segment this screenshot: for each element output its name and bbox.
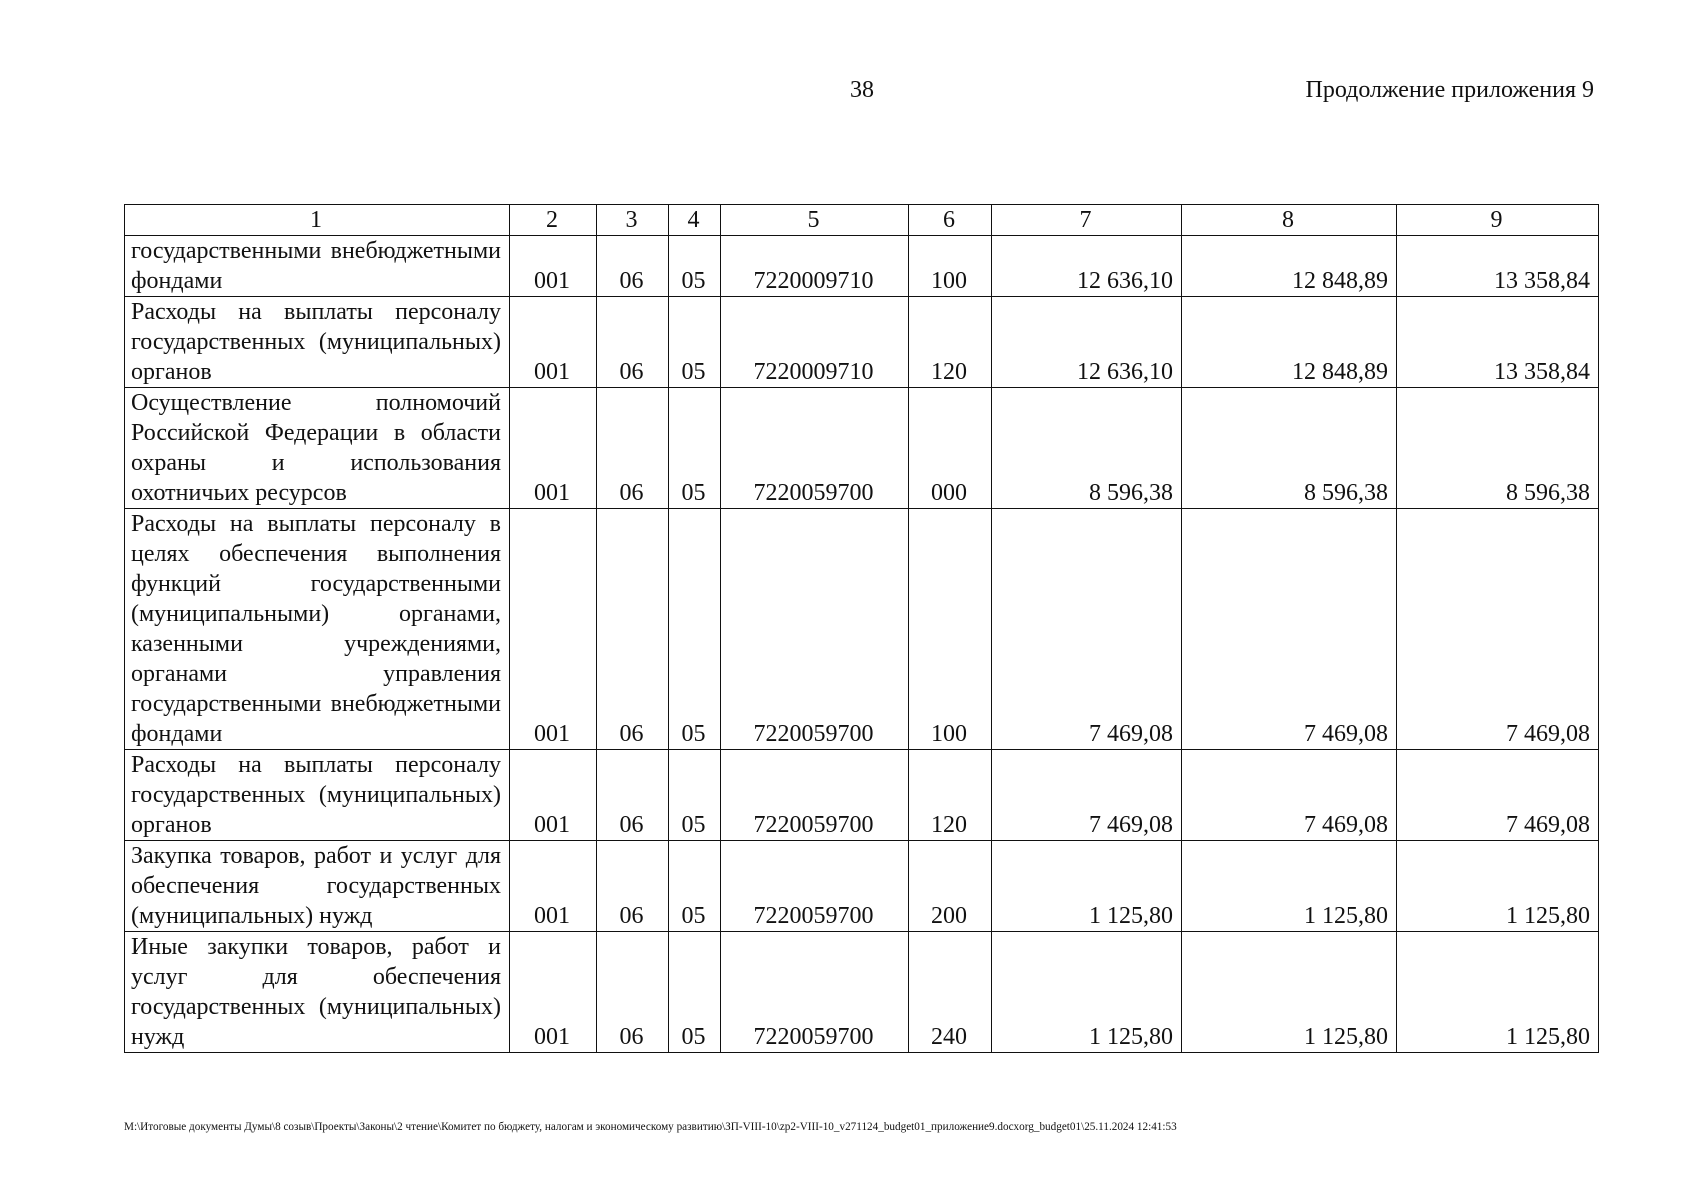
amount-col-7: 12 636,10	[992, 297, 1182, 388]
amount-col-9: 13 358,84	[1397, 236, 1599, 297]
section-code: 06	[597, 236, 669, 297]
amount-col-8: 8 596,38	[1182, 388, 1397, 509]
expense-type-code: 100	[909, 236, 992, 297]
target-article-code: 7220059700	[721, 750, 909, 841]
section-code: 06	[597, 297, 669, 388]
header-row	[125, 205, 1599, 236]
table-body	[125, 236, 1599, 1053]
expense-name: Расходы на выплаты персоналу в целях обеспечения выполнения функций государственными (муниципальными) органами, казенными учреждениями, органами управления государственными внебюджетными фондами	[125, 509, 510, 750]
column-header: 1	[125, 205, 510, 236]
section-code: 06	[597, 932, 669, 1053]
expense-type-code: 100	[909, 509, 992, 750]
expense-name: Осуществление полномочий Российской Федерации в области охраны и использования охотничьих ресурсов	[125, 388, 510, 509]
amount-col-8: 1 125,80	[1182, 932, 1397, 1053]
amount-col-8: 7 469,08	[1182, 509, 1397, 750]
budget-table	[124, 204, 1599, 1053]
table-row	[125, 932, 1599, 1053]
target-article-code: 7220059700	[721, 509, 909, 750]
expense-type-code: 120	[909, 750, 992, 841]
amount-col-8: 12 848,89	[1182, 297, 1397, 388]
amount-col-9: 1 125,80	[1397, 932, 1599, 1053]
amount-col-7: 8 596,38	[992, 388, 1182, 509]
column-header: 6	[909, 205, 992, 236]
ministry-code: 001	[510, 932, 597, 1053]
section-code: 06	[597, 509, 669, 750]
column-header: 3	[597, 205, 669, 236]
subsection-code: 05	[669, 750, 721, 841]
ministry-code: 001	[510, 841, 597, 932]
column-header: 9	[1397, 205, 1599, 236]
column-header: 5	[721, 205, 909, 236]
expense-type-code: 200	[909, 841, 992, 932]
subsection-code: 05	[669, 509, 721, 750]
table-header	[125, 205, 1599, 236]
amount-col-8: 1 125,80	[1182, 841, 1397, 932]
ministry-code: 001	[510, 509, 597, 750]
ministry-code: 001	[510, 388, 597, 509]
target-article-code: 7220059700	[721, 841, 909, 932]
section-code: 06	[597, 841, 669, 932]
expense-name: Иные закупки товаров, работ и услуг для обеспечения государственных (муниципальных) нужд	[125, 932, 510, 1053]
section-code: 06	[597, 388, 669, 509]
subsection-code: 05	[669, 388, 721, 509]
target-article-code: 7220059700	[721, 388, 909, 509]
expense-name: Закупка товаров, работ и услуг для обеспечения государственных (муниципальных) нужд	[125, 841, 510, 932]
expense-type-code: 000	[909, 388, 992, 509]
amount-col-7: 1 125,80	[992, 932, 1182, 1053]
page-number: 38	[850, 77, 874, 103]
target-article-code: 7220009710	[721, 236, 909, 297]
target-article-code: 7220009710	[721, 297, 909, 388]
table-row	[125, 297, 1599, 388]
section-code: 06	[597, 750, 669, 841]
ministry-code: 001	[510, 297, 597, 388]
column-header: 7	[992, 205, 1182, 236]
expense-name: государственными внебюджетными фондами	[125, 236, 510, 297]
subsection-code: 05	[669, 841, 721, 932]
amount-col-7: 12 636,10	[992, 236, 1182, 297]
subsection-code: 05	[669, 932, 721, 1053]
ministry-code: 001	[510, 750, 597, 841]
subsection-code: 05	[669, 297, 721, 388]
column-header: 4	[669, 205, 721, 236]
target-article-code: 7220059700	[721, 932, 909, 1053]
table-row	[125, 236, 1599, 297]
ministry-code: 001	[510, 236, 597, 297]
appendix-continuation-label: Продолжение приложения 9	[1305, 77, 1594, 103]
amount-col-9: 13 358,84	[1397, 297, 1599, 388]
amount-col-9: 7 469,08	[1397, 750, 1599, 841]
table-row	[125, 841, 1599, 932]
file-path-footer: M:\Итоговые документы Думы\8 созыв\Проекты\Законы\2 чтение\Комитет по бюджету, налогам и экономическому развитию\ЗП-VIII-10\zp2-VIII-10_v271124_budget01_приложение9.docxorg_budget01\25.11.2024 12:41:53	[124, 1121, 1177, 1133]
expense-type-code: 120	[909, 297, 992, 388]
table-row	[125, 509, 1599, 750]
amount-col-9: 7 469,08	[1397, 509, 1599, 750]
subsection-code: 05	[669, 236, 721, 297]
amount-col-7: 1 125,80	[992, 841, 1182, 932]
amount-col-9: 8 596,38	[1397, 388, 1599, 509]
amount-col-8: 12 848,89	[1182, 236, 1397, 297]
amount-col-7: 7 469,08	[992, 750, 1182, 841]
amount-col-8: 7 469,08	[1182, 750, 1397, 841]
table-row	[125, 750, 1599, 841]
expense-name: Расходы на выплаты персоналу государственных (муниципальных) органов	[125, 297, 510, 388]
amount-col-9: 1 125,80	[1397, 841, 1599, 932]
column-header: 8	[1182, 205, 1397, 236]
column-header: 2	[510, 205, 597, 236]
amount-col-7: 7 469,08	[992, 509, 1182, 750]
expense-name: Расходы на выплаты персоналу государственных (муниципальных) органов	[125, 750, 510, 841]
table-row	[125, 388, 1599, 509]
expense-type-code: 240	[909, 932, 992, 1053]
